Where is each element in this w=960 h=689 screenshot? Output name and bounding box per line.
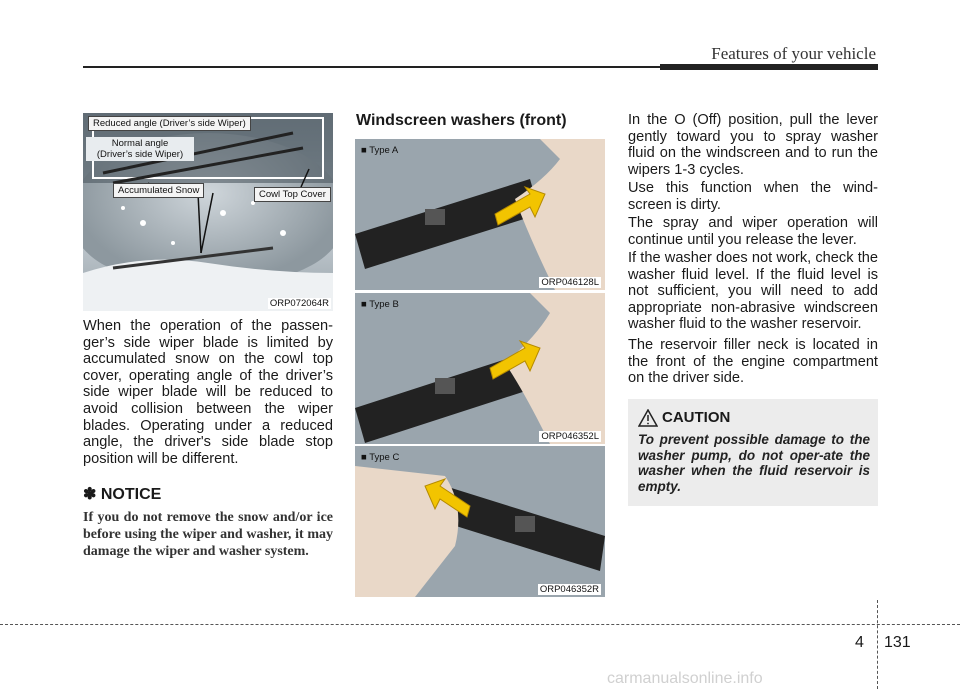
label-normal-angle-line1: Normal angle (111, 138, 169, 149)
caution-title: CAUTION (662, 409, 731, 426)
section-title: Windscreen washers (front) (356, 112, 567, 129)
wiper-angle-paragraph: When the operation of the passen-ger’s side wiper blade is limited by accumulated snow on the cowl top cover, operating angle of the driver’s side wiper blade will be reduced to avoid collision between the wiper blades. Operating under a reduced angle, the driver's side blade stop position will be different. (83, 318, 333, 467)
header-rule-accent (660, 64, 878, 70)
footer-divider (877, 600, 878, 689)
notice-body: If you do not remove the snow and/or ice before using the wiper and washer, it may damage the wiper and washer system. (83, 510, 333, 559)
label-normal-angle (86, 137, 194, 161)
washer-panel-type-a (355, 139, 605, 290)
label-normal-angle-line2: (Driver’s side Wiper) (96, 149, 184, 160)
footer-rule (0, 624, 960, 625)
label-accumulated-snow: Accumulated Snow (113, 183, 204, 198)
watermark: carmanualsonline.info (607, 670, 763, 687)
stalk-hand-illustration (355, 139, 605, 290)
notice-icon: ✽ (83, 486, 97, 503)
panel-code: ORP046352R (539, 584, 599, 595)
washer-paragraph: In the O (Off) position, pull the lever gently toward you to spray washer fluid on the windscreen and to run the wipers 1-3 cycles. (628, 112, 878, 178)
warning-triangle-icon (638, 409, 658, 427)
washer-panel-type-b (355, 293, 605, 444)
caution-body: To prevent possible damage to the washer pump, do not oper-ate the washer when the fluid reservoir is empty. (638, 432, 870, 494)
chapter-number: 4 (855, 634, 864, 651)
page-number: 131 (884, 634, 911, 651)
washer-paragraph: Use this function when the wind-screen is dirty. (628, 180, 878, 213)
washer-paragraph: If the washer does not work, check the washer fluid level. If the fluid level is not sufficient, you will need to add appropriate non-abrasive windscreen washer fluid to the washer reservoir. (628, 250, 878, 333)
caution-box (628, 399, 878, 506)
washer-paragraph: The reservoir filler neck is located in the front of the engine compartment on the driver side. (628, 337, 878, 387)
panel-type-label: ■ Type B (361, 299, 399, 310)
panel-type-label: ■ Type A (361, 145, 399, 156)
notice-title (83, 484, 161, 504)
panel-code: ORP046128L (541, 277, 599, 288)
label-cowl-top-cover: Cowl Top Cover (254, 187, 331, 202)
page-header-title: Features of your vehicle (711, 44, 876, 63)
label-reduced-angle: Reduced angle (Driver’s side Wiper) (88, 116, 251, 131)
panel-type-label: ■ Type C (361, 452, 400, 463)
stalk-hand-illustration (355, 446, 605, 597)
washer-paragraph: The spray and wiper operation will continue until you release the lever. (628, 215, 878, 248)
figure-code: ORP072064R (269, 298, 329, 309)
stalk-hand-illustration (355, 293, 605, 444)
notice-title-text: NOTICE (100, 486, 162, 503)
washer-panel-type-c (355, 446, 605, 597)
wiper-snow-figure (83, 113, 333, 311)
panel-code: ORP046352L (541, 431, 599, 442)
